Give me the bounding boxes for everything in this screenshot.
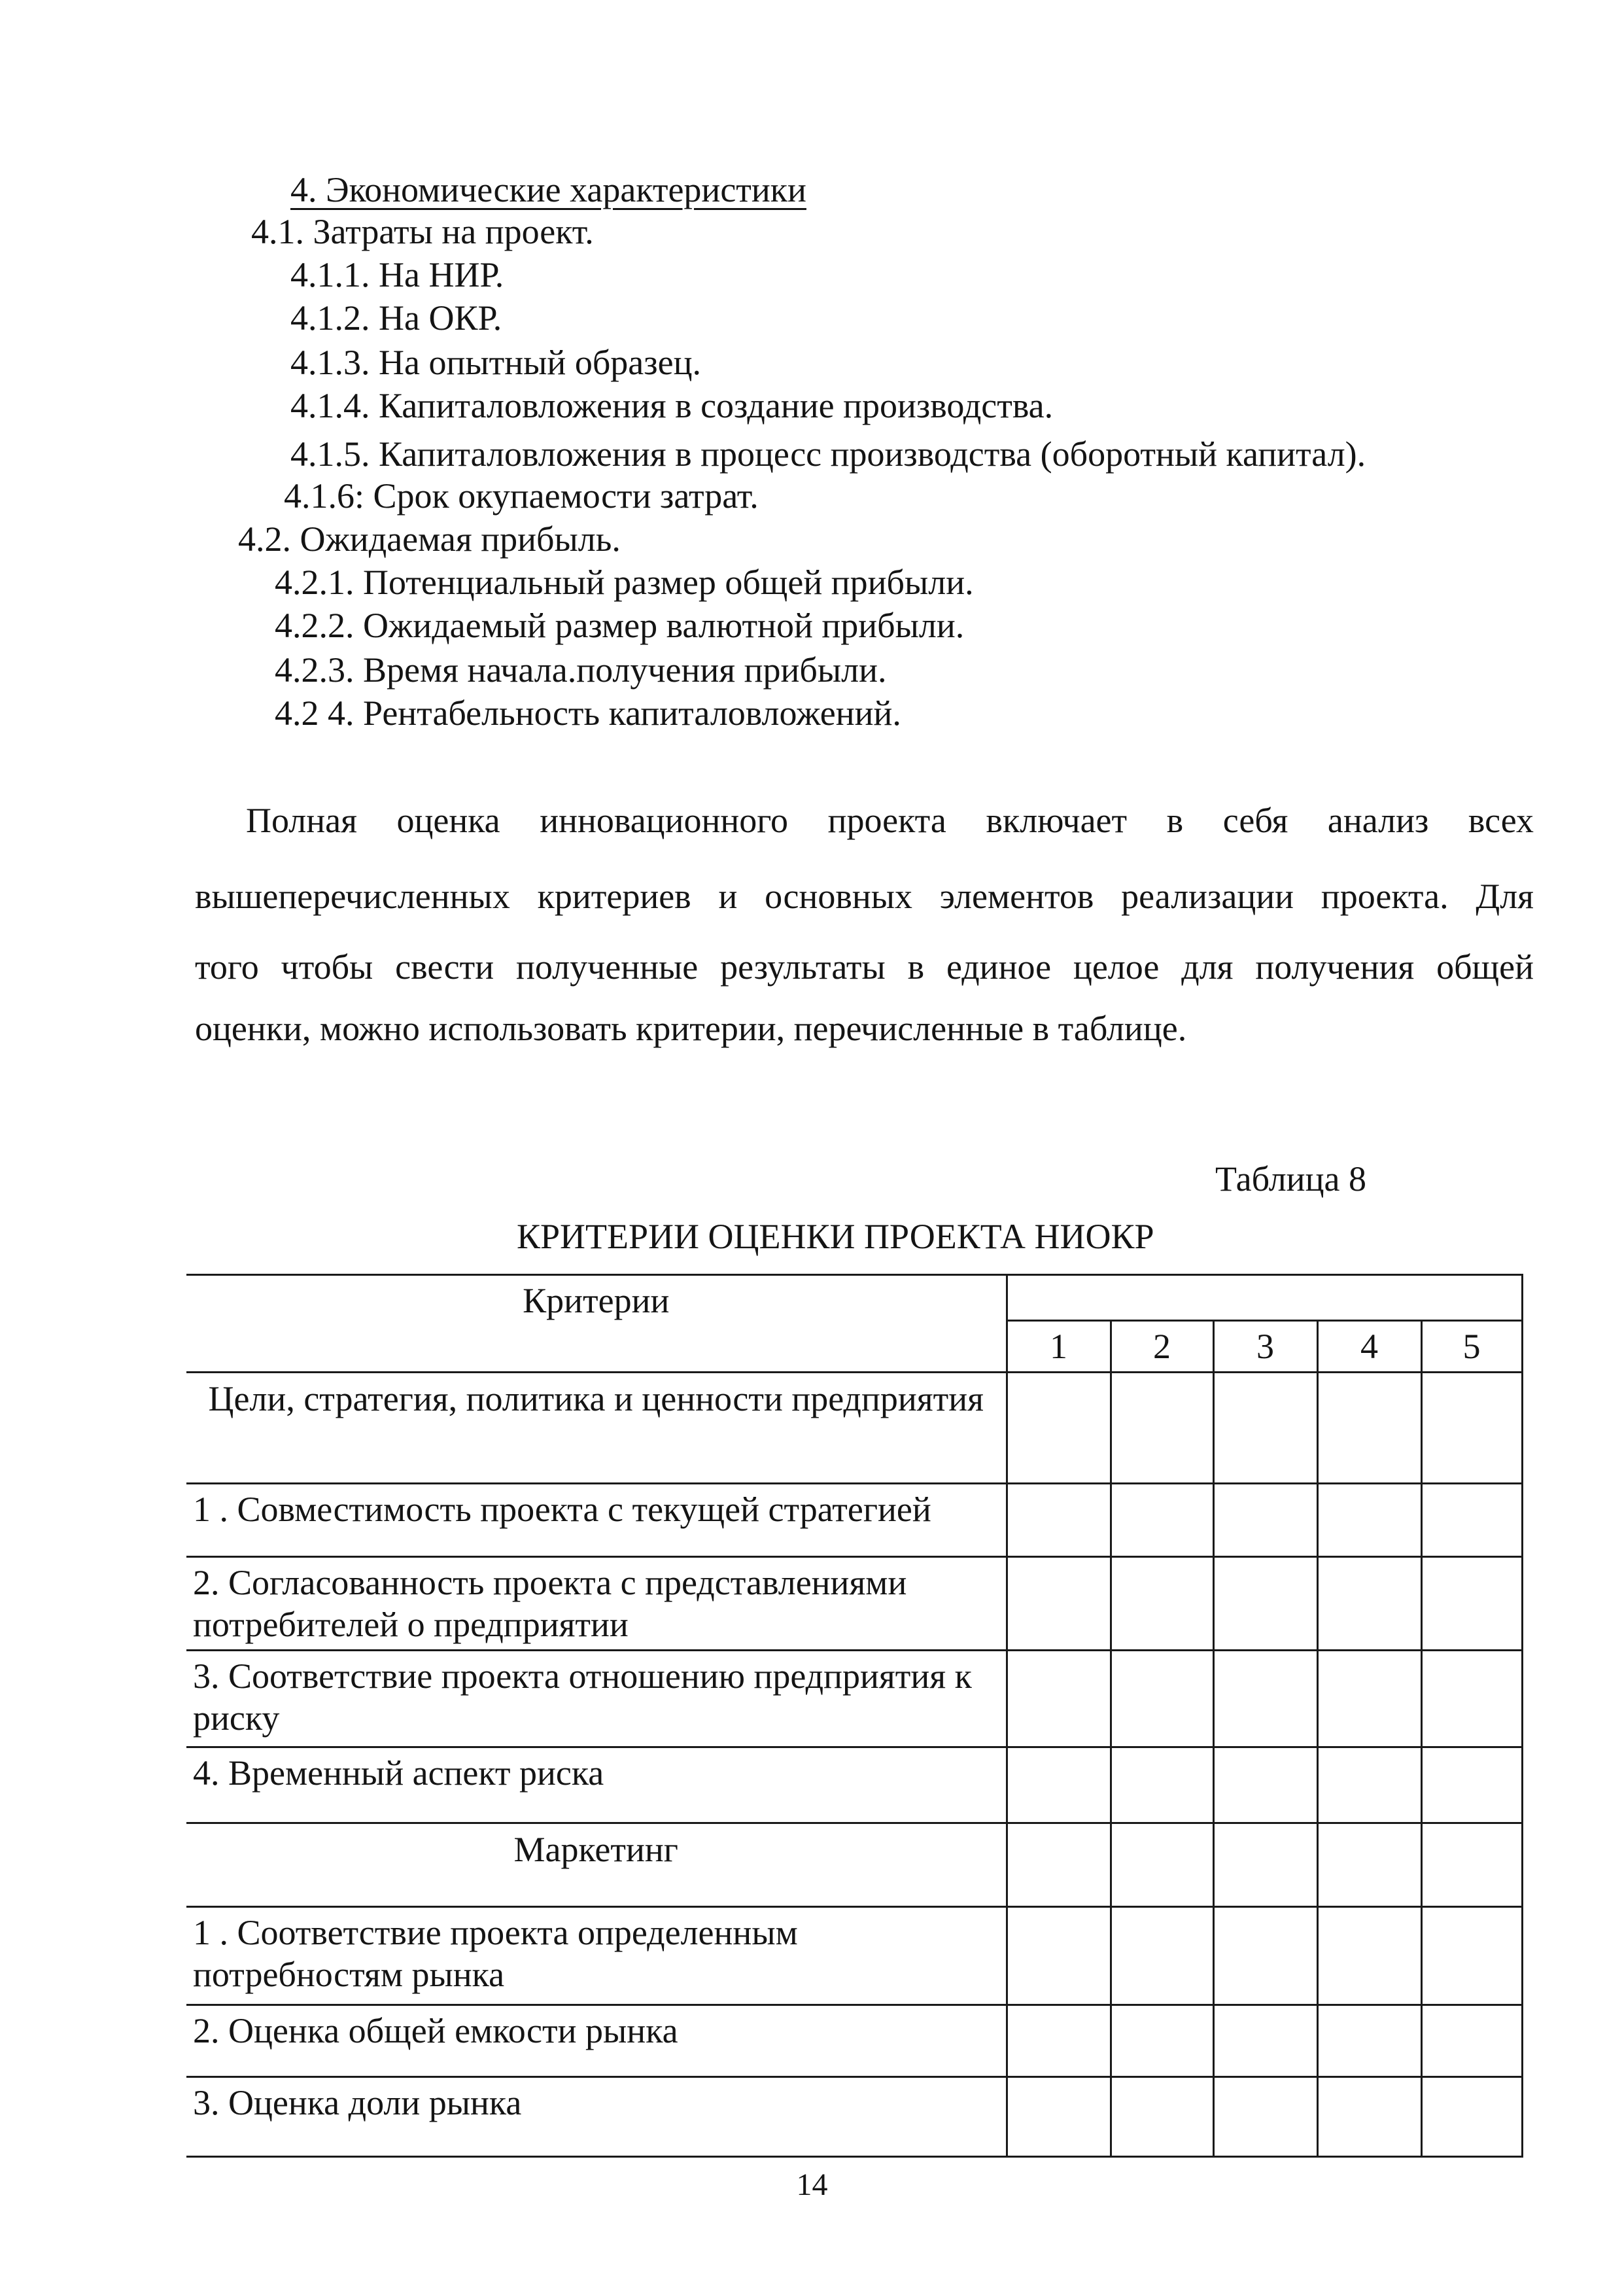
outline-item: 4.1.5. Капиталовложения в процесс производства (оборотный капитал).: [290, 434, 1366, 474]
score-cell: [1317, 1557, 1421, 1651]
score-cell: [1421, 1907, 1522, 2005]
score-cell: [1007, 1484, 1111, 1557]
criterion-cell: [186, 1907, 1007, 2005]
criterion-text: 2. Оценка общей емкости рынка: [193, 2011, 678, 2050]
score-cell: [1007, 1557, 1111, 1651]
score-cell: [1317, 1651, 1421, 1747]
score-cell: [1007, 1747, 1111, 1823]
criterion-text: 1 . Соответствие проекта определенным потребностям рынка: [193, 1913, 798, 1994]
score-cell: [1317, 2005, 1421, 2077]
table-row: [186, 2077, 1522, 2157]
outline-item: 4.1. Затраты на проект.: [251, 212, 594, 251]
score-cell: [1213, 2005, 1317, 2077]
table-label: Таблица 8: [1215, 1159, 1366, 1199]
score-header-blank-cell: [1007, 1275, 1522, 1321]
criteria-header: Критерии: [523, 1281, 670, 1320]
paragraph-line: оценки, можно использовать критерии, перечисленные в таблице.: [195, 1009, 1187, 1048]
criterion-text: 3. Соответствие проекта отношению предприятия к риску: [193, 1656, 972, 1738]
paragraph-line: вышеперечисленных критериев и основных элементов реализации проекта. Для: [195, 877, 1534, 916]
criterion-cell: [186, 1484, 1007, 1557]
score-cell: [1213, 1373, 1317, 1484]
score-cell: [1317, 1823, 1421, 1907]
score-cell: [1007, 1823, 1111, 1907]
score-cell: [1111, 1651, 1213, 1747]
score-cell: [1111, 1557, 1213, 1651]
table-row: [186, 1557, 1522, 1651]
table-row: [186, 1907, 1522, 2005]
score-cell: [1421, 1373, 1522, 1484]
score-cell: [1317, 1373, 1421, 1484]
score-label: 4: [1360, 1327, 1378, 1366]
outline-item: 4.1.2. На ОКР.: [290, 298, 502, 338]
criterion-cell: [186, 1747, 1007, 1823]
score-cell: [1007, 2005, 1111, 2077]
score-cell: [1421, 1651, 1522, 1747]
score-cell: [1421, 2005, 1522, 2077]
score-label: 3: [1256, 1327, 1274, 1366]
section-heading-cell: [186, 1373, 1007, 1484]
score-cell: [1007, 1651, 1111, 1747]
outline-item: 4.2.2. Ожидаемый размер валютной прибыли.: [275, 606, 965, 645]
table-row: [186, 1484, 1522, 1557]
outline-item: 4.1.3. На опытный образец.: [290, 343, 701, 382]
score-cell: [1213, 1484, 1317, 1557]
page-number: 14: [796, 2167, 828, 2202]
score-cell: [1213, 1651, 1317, 1747]
score-cell: [1213, 1823, 1317, 1907]
table-row: [186, 2005, 1522, 2077]
outline-item: 4.1.4. Капиталовложения в создание производства.: [290, 386, 1054, 425]
score-cell: [1111, 1747, 1213, 1823]
score-cell: [1213, 1907, 1317, 2005]
score-cell: [1317, 1747, 1421, 1823]
score-header-3: [1213, 1321, 1317, 1373]
score-cell: [1317, 2077, 1421, 2157]
score-header-4: [1317, 1321, 1421, 1373]
score-cell: [1007, 1907, 1111, 2005]
section-heading: Маркетинг: [513, 1830, 678, 1869]
score-cell: [1111, 1907, 1213, 2005]
score-header-1: [1007, 1321, 1111, 1373]
score-cell: [1111, 1823, 1213, 1907]
score-cell: [1111, 1484, 1213, 1557]
section-heading: Цели, стратегия, политика и ценности предприятия: [208, 1379, 984, 1418]
score-cell: [1111, 2077, 1213, 2157]
outline-item: 4.2.3. Время начала.получения прибыли.: [275, 650, 887, 690]
outline-heading: 4. Экономические характеристики: [290, 170, 806, 209]
criterion-cell: [186, 1651, 1007, 1747]
criterion-text: 1 . Совместимость проекта с текущей стратегией: [193, 1490, 931, 1529]
paragraph-line: того чтобы свести полученные результаты в единое целое для получения общей: [195, 947, 1534, 987]
outline-item: 4.1.1. На НИР.: [290, 255, 504, 294]
outline-item: 4.2.1. Потенциальный размер общей прибыли.: [275, 563, 974, 602]
score-cell: [1007, 1373, 1111, 1484]
criterion-cell: [186, 2077, 1007, 2157]
criterion-cell: [186, 2005, 1007, 2077]
section-heading-cell: [186, 1823, 1007, 1907]
criterion-cell: [186, 1557, 1007, 1651]
score-cell: [1213, 2077, 1317, 2157]
score-cell: [1007, 2077, 1111, 2157]
score-cell: [1421, 1557, 1522, 1651]
score-cell: [1317, 1907, 1421, 2005]
criterion-text: 3. Оценка доли рынка: [193, 2083, 522, 2122]
score-label: 1: [1050, 1327, 1067, 1366]
score-cell: [1317, 1484, 1421, 1557]
score-cell: [1213, 1747, 1317, 1823]
score-header-2: [1111, 1321, 1213, 1373]
outline-item: 4.1.6: Срок окупаемости затрат.: [284, 476, 759, 516]
score-cell: [1213, 1557, 1317, 1651]
score-cell: [1111, 1373, 1213, 1484]
score-cell: [1421, 1747, 1522, 1823]
score-header-5: [1421, 1321, 1522, 1373]
criteria-table: [186, 1274, 1523, 2158]
criterion-text: 2. Согласованность проекта с представлениями потребителей о предприятии: [193, 1563, 907, 1644]
score-cell: [1421, 2077, 1522, 2157]
table-row: [186, 1747, 1522, 1823]
criterion-text: 4. Временный аспект риска: [193, 1753, 604, 1793]
score-cell: [1421, 1823, 1522, 1907]
table-title: КРИТЕРИИ ОЦЕНКИ ПРОЕКТА НИОКР: [517, 1217, 1154, 1256]
score-label: 5: [1462, 1327, 1481, 1366]
score-cell: [1421, 1484, 1522, 1557]
criteria-header-cell: [186, 1275, 1007, 1373]
table-row: [186, 1651, 1522, 1747]
outline-item: 4.2 4. Рентабельность капиталовложений.: [275, 693, 901, 733]
score-cell: [1111, 2005, 1213, 2077]
score-label: 2: [1153, 1327, 1171, 1366]
table-row: [186, 1373, 1522, 1484]
paragraph-line: Полная оценка инновационного проекта включает в себя анализ всех: [246, 801, 1534, 840]
table-row: [186, 1823, 1522, 1907]
outline-item: 4.2. Ожидаемая прибыль.: [238, 519, 621, 559]
